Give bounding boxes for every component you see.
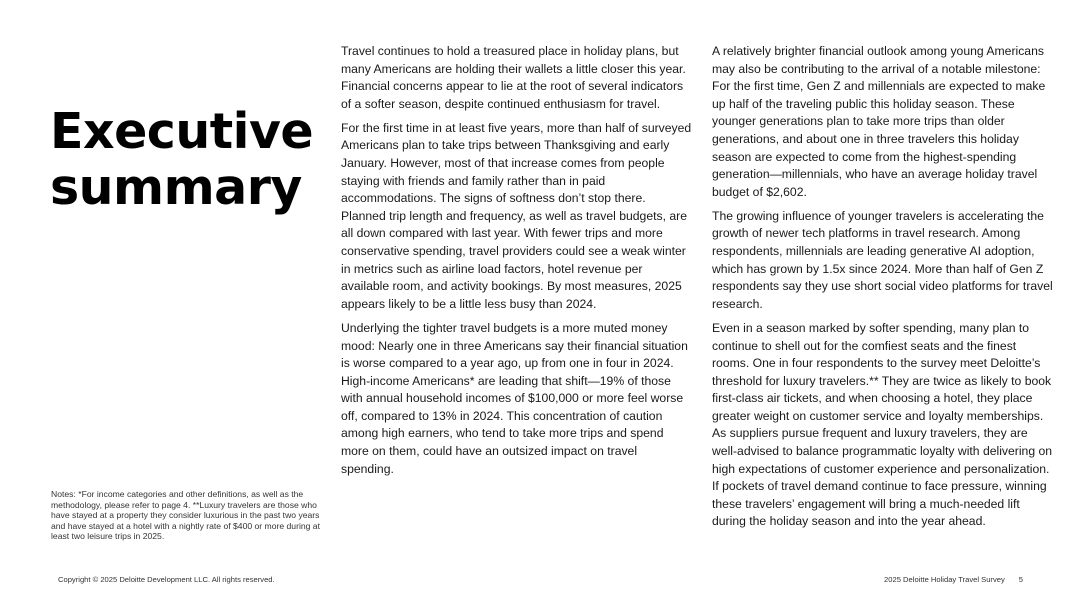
- paragraph: Underlying the tighter travel budgets is a more muted money mood: Nearly one in three Americans say their financial situation is worse compared to a year ago, up from one in four in 2024. High-income Americans* are leading that shift—19% of those with annual household incomes of $100,000 or more feel worse off, compared to 13% in 2024. This concentration of caution among high earners, who tend to take more trips and spend more on them, could have an outsized impact on travel spending.: [341, 320, 688, 476]
- paragraph: The growing influence of younger travelers is accelerating the growth of newer tech platforms in travel research. Among respondents, millennials are leading generative AI adoption, which has grown by 1.5x since 2024. More than half of Gen Z respondents say they use short social video platforms for travel research.: [712, 208, 1053, 311]
- paragraph: Even in a season marked by softer spending, many plan to continue to shell out for the comfiest seats and the finest rooms. One in four respondents to the survey meet Deloitte’s threshold for luxury travelers.** They are twice as likely to book first-class air tickets, and when choosing a hotel, they place greater weight on customer service and loyalty memberships. As suppliers pursue frequent and luxury travelers, they are well-advised to balance programmatic loyalty with delivering on high expectations of customer experience and personalization. If pockets of travel demand continue to face pressure, winning these travelers’ engagement will bring a much-needed lift during the holiday season and into the year ahead.: [712, 320, 1053, 529]
- paragraph: A relatively brighter financial outlook among young Americans may also be contributing to the arrival of a notable milestone: For the first time, Gen Z and millennials are expected to make up half of the traveling public this holiday season. These younger generations plan to take more trips than older generations, and about one in three travelers this holiday season are expected to come from the highest-spending generation—millennials, who have an average holiday travel budget of $2,602.: [712, 44, 1046, 199]
- middle-text-column: [341, 43, 693, 485]
- page-title-line-1: Executive: [50, 103, 314, 160]
- paragraph: Travel continues to hold a treasured place in holiday plans, but many Americans are holding their wallets a little closer this year. Financial concerns appear to lie at the root of several indicators of a softer season, despite continued enthusiasm for travel.: [341, 44, 686, 111]
- page-title-line-2: summary: [50, 159, 302, 216]
- footnotes: Notes: *For income categories and other definitions, as well as the methodology, please refer to page 4. **Luxury travelers are those who have stayed at a property they consider luxurious in the past two years and have stayed at a hotel with a nightly rate of $400 or more during at least two leisure trips in 2025.: [51, 489, 320, 542]
- paragraph: For the first time in at least five years, more than half of surveyed Americans plan to take trips between Thanksgiving and early January. However, most of that increase comes from people staying with friends and family rather than in paid accommodations. The signs of softness don’t stop there. Planned trip length and frequency, as well as travel budgets, are all down compared with last year. With fewer trips and more conservative spending, travel providers could see a weak winter in metrics such as airline load factors, hotel revenue per available room, and activity bookings. By most measures, 2025 appears likely to be a little less busy than 2024.: [341, 120, 692, 311]
- copyright-notice: Copyright © 2025 Deloitte Development LLC. All rights reserved.: [58, 575, 275, 584]
- page-title: [50, 104, 313, 216]
- page-footer: [884, 575, 1023, 584]
- page-number: 5: [1018, 575, 1023, 584]
- right-text-column: [712, 43, 1054, 538]
- report-name: 2025 Deloitte Holiday Travel Survey: [884, 575, 1005, 584]
